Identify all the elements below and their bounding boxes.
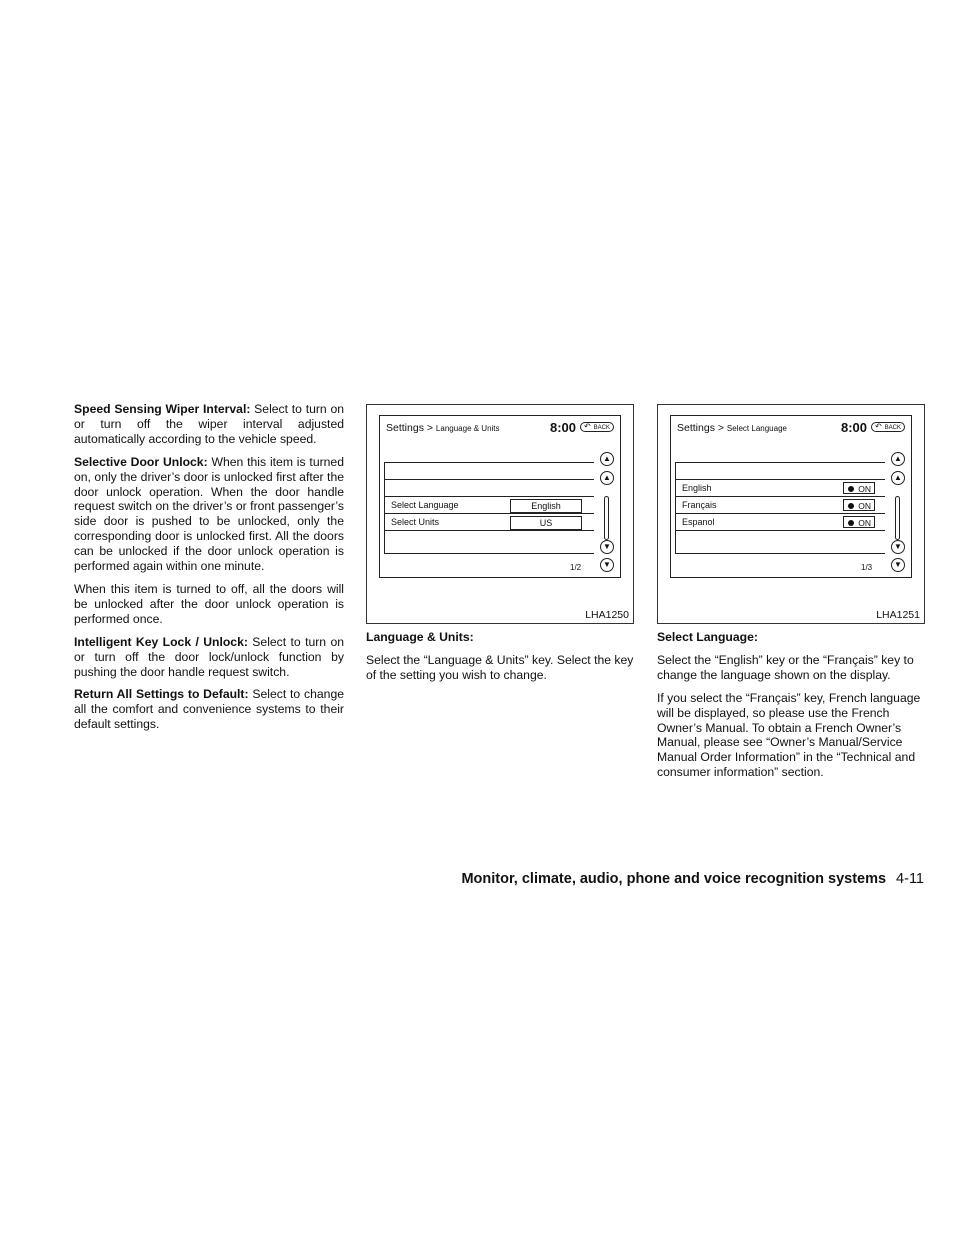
screen-header [677, 422, 905, 438]
page-down-icon[interactable]: ▼ [891, 558, 905, 572]
figure-id: LHA1250 [585, 609, 629, 621]
back-button[interactable]: ↶ BACK [580, 422, 614, 432]
screen-language-units [379, 415, 621, 578]
figure-language-units [366, 404, 634, 624]
middle-column [366, 630, 636, 691]
screen-title: Settings > [677, 422, 724, 434]
screen-subtitle: Select Language [726, 424, 787, 433]
list-spacer [676, 462, 885, 479]
section-title: Monitor, climate, audio, phone and voice recognition systems [461, 871, 887, 887]
scrollbar[interactable] [604, 496, 609, 540]
paragraph-door-unlock-off: When this item is turned to off, all the doors will be unlocked after the door unlock operation is performed once. [74, 581, 344, 626]
paragraph-return-defaults: Return All Settings to Default: Select to change all the comfort and convenience systems to their default settings. [74, 687, 344, 732]
scroll-up-icon[interactable]: ▲ [891, 471, 905, 485]
screen-header [386, 422, 614, 438]
screen-title: Settings > [386, 422, 433, 434]
clock: 8:00 [840, 420, 867, 435]
scroll-up-icon[interactable]: ▲ [600, 471, 614, 485]
page-up-icon[interactable]: ▲ [600, 452, 614, 466]
list-item-select-language[interactable]: Select Language English [385, 496, 594, 514]
list-item-espanol[interactable]: Espanol ON [676, 513, 885, 531]
paragraph-intelligent-key: Intelligent Key Lock / Unlock: Select to turn on or turn off the door lock/unlock function by pushing the door handle request switch. [74, 634, 344, 679]
page-footer [0, 871, 924, 887]
list-item-francais[interactable]: Français ON [676, 496, 885, 514]
screen-select-language [670, 415, 912, 578]
value-box: English [510, 499, 582, 513]
left-column [74, 402, 344, 740]
back-button[interactable]: ↶ BACK [871, 422, 905, 432]
page-down-icon[interactable]: ▼ [600, 558, 614, 572]
scroll-down-icon[interactable]: ▼ [891, 540, 905, 554]
page-up-icon[interactable]: ▲ [891, 452, 905, 466]
language-list [675, 462, 885, 554]
right-column [657, 630, 927, 788]
list-spacer [385, 530, 594, 548]
caption-select-language: Select Language: [657, 630, 758, 644]
paragraph-selective-door-unlock: Selective Door Unlock: When this item is turned on, only the driver’s door is unlocked first after the door unlock operation. When the door handle request switch on the driver’s or front passenger’s side door is pushed to be unlocked, only the corresponding door is unlocked first. All the doors can be unlocked if the door unlock operation is performed again within one minute. [74, 454, 344, 574]
scroll-down-icon[interactable]: ▼ [600, 540, 614, 554]
on-indicator: ON [843, 499, 875, 511]
figure-select-language [657, 404, 925, 624]
caption-language-units: Language & Units: [366, 630, 474, 644]
page-indicator: 1/2 [570, 563, 582, 572]
on-indicator: ON [843, 482, 875, 494]
list-spacer [385, 479, 594, 497]
clock: 8:00 [549, 420, 576, 435]
on-indicator: ON [843, 516, 875, 528]
screen-subtitle: Language & Units [435, 424, 500, 433]
page-indicator: 1/3 [861, 563, 873, 572]
list-item-english[interactable]: English ON [676, 479, 885, 497]
settings-list [384, 462, 594, 554]
page-number: 4-11 [896, 871, 924, 887]
list-item-select-units[interactable]: Select Units US [385, 513, 594, 531]
scrollbar[interactable] [895, 496, 900, 540]
list-spacer [385, 462, 594, 479]
paragraph-french-manual: If you select the “Français” key, French language will be displayed, so please use the French Owner’s Manual. To obtain a French Owner’s Manual, please see “Owner’s Manual/Service Manual Order Information” in the “Technical and consumer information” section. [657, 690, 921, 780]
list-spacer [676, 530, 885, 548]
paragraph-wiper-interval: Speed Sensing Wiper Interval: Select to turn on or turn off the wiper interval adjusted automatically according to the vehicle speed. [74, 402, 345, 446]
paragraph-select-language: Select the “English” key or the “Français” key to change the language shown on the display. [657, 652, 914, 682]
value-box: US [510, 516, 582, 530]
paragraph-language-units: Select the “Language & Units” key. Select the key of the setting you wish to change. [366, 652, 634, 682]
figure-id: LHA1251 [876, 609, 920, 621]
